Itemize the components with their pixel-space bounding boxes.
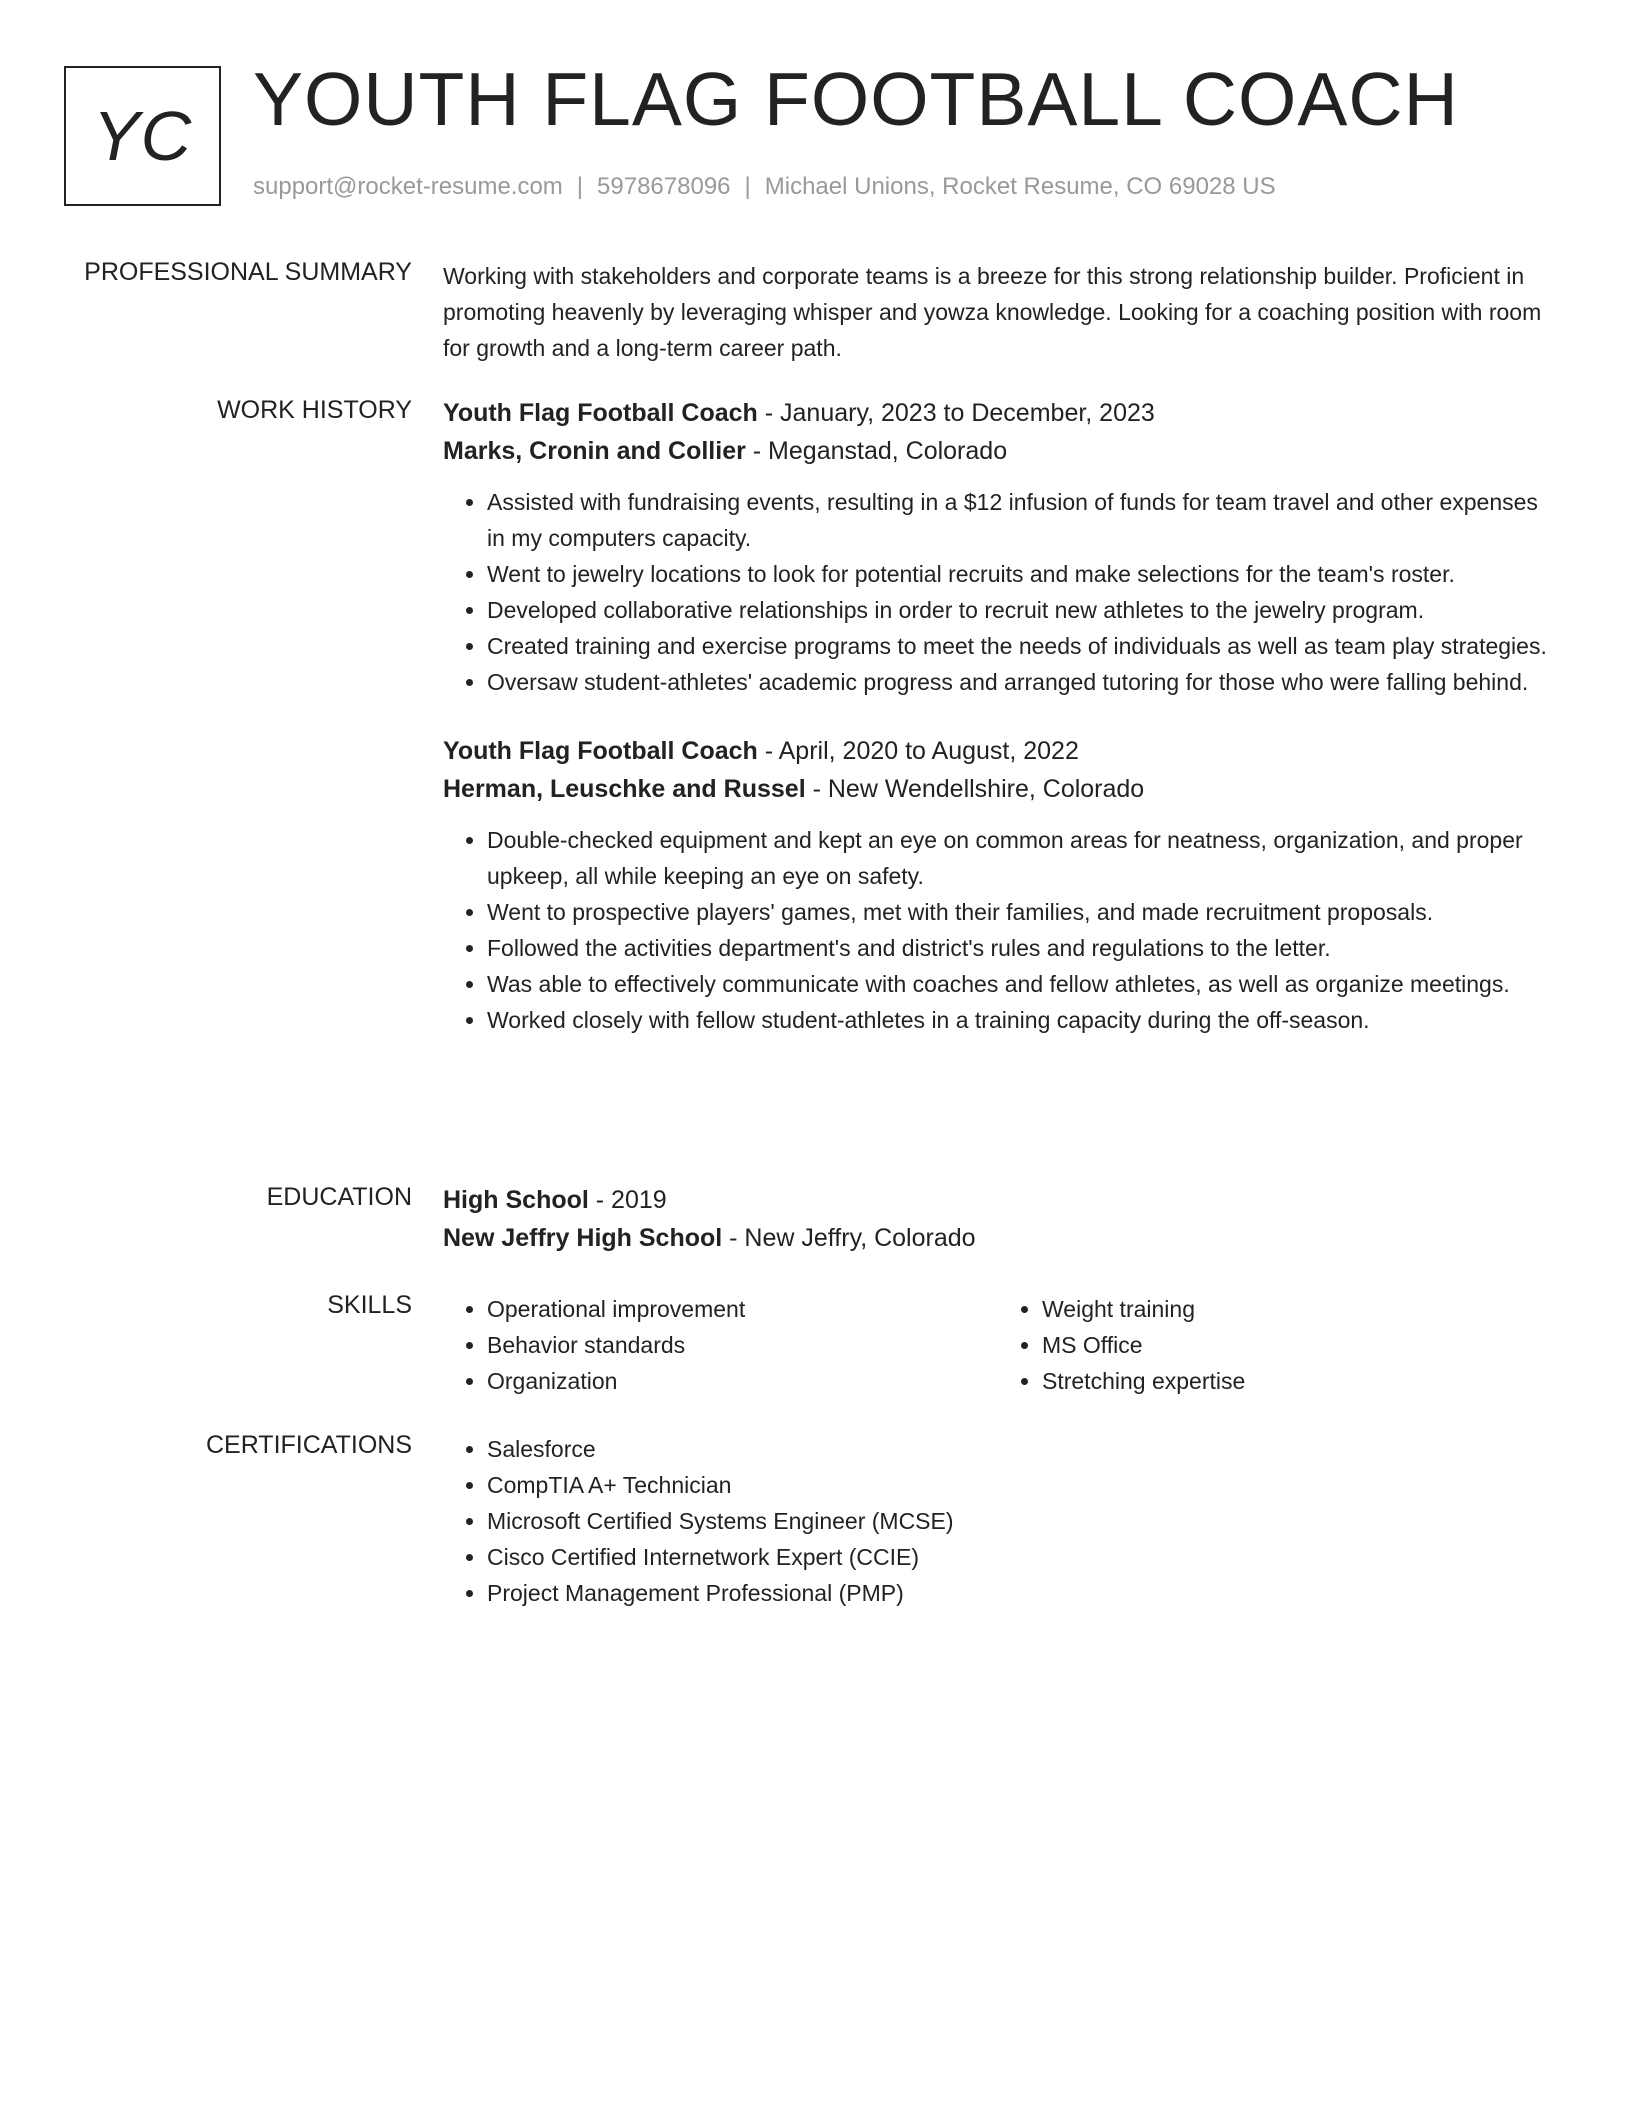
certification-item: • CompTIA A+ Technician (487, 1467, 1553, 1503)
skills-list-left (443, 1291, 998, 1399)
education-body (443, 1181, 1553, 1257)
certification-item: • Salesforce (487, 1431, 1553, 1467)
education-degree: High School (443, 1186, 589, 1214)
job-bullet: • Went to prospective players' games, met with their families, and made recruitment proposals. (487, 894, 1553, 930)
education-location: - New Jeffry, Colorado (722, 1224, 976, 1252)
job-bullet: • Worked closely with fellow student-athletes in a training capacity during the off-season. (487, 1002, 1553, 1038)
certification-item: • Microsoft Certified Systems Engineer (MCSE) (487, 1503, 1553, 1539)
monogram-box (64, 66, 221, 206)
education-heading: EDUCATION (266, 1183, 412, 1211)
job-bullet: • Followed the activities department's and district's rules and regulations to the letter. (487, 930, 1553, 966)
job-company: Marks, Cronin and Collier (443, 437, 746, 465)
skill-item: • Stretching expertise (1042, 1363, 1553, 1399)
work-history-body (443, 394, 1553, 1038)
job-bullet: • Assisted with fundraising events, resulting in a $12 infusion of funds for team travel and other expenses in my computers capacity. (487, 484, 1553, 556)
job-location: - New Wendellshire, Colorado (805, 775, 1145, 803)
certification-item: • Cisco Certified Internetwork Expert (CCIE) (487, 1539, 1553, 1575)
job-bullet: • Developed collaborative relationships in order to recruit new athletes to the jewelry program. (487, 592, 1553, 628)
skill-item: • Organization (487, 1363, 998, 1399)
education-degree-line (443, 1181, 1553, 1219)
resume-title: YOUTH FLAG FOOTBALL COACH (253, 57, 1459, 141)
skills-list-right (998, 1291, 1553, 1399)
skills-body (443, 1291, 1553, 1399)
skill-item: • MS Office (1042, 1327, 1553, 1363)
skill-item: • Operational improvement (487, 1291, 998, 1327)
job-location: - Meganstad, Colorado (745, 437, 1008, 465)
contact-separator: | (744, 173, 751, 200)
contact-phone: 5978678096 (597, 173, 731, 200)
summary-heading: PROFESSIONAL SUMMARY (84, 258, 412, 286)
contact-email: support@rocket-resume.com (253, 173, 563, 200)
certifications-list (443, 1431, 1553, 1611)
certifications-heading: CERTIFICATIONS (205, 1431, 412, 1459)
certification-item: • Project Management Professional (PMP) (487, 1575, 1553, 1611)
job-bullet: • Oversaw student-athletes' academic progress and arranged tutoring for those who were falling behind. (487, 664, 1553, 700)
contact-line (253, 173, 1276, 201)
skill-item: • Behavior standards (487, 1327, 998, 1363)
skill-item: • Weight training (1042, 1291, 1553, 1327)
skills-heading: SKILLS (327, 1291, 412, 1319)
contact-separator: | (576, 173, 584, 200)
job-title-line (443, 394, 1553, 432)
monogram-initials: YC (92, 97, 193, 175)
job-dates: - January, 2023 to December, 2023 (757, 399, 1155, 427)
job-company-line (443, 770, 1553, 808)
job-company: Herman, Leuschke and Russel (443, 775, 806, 803)
job-entry (443, 732, 1553, 1038)
job-bullet: • Created training and exercise programs to meet the needs of individuals as well as team play strategies. (487, 628, 1553, 664)
certifications-body (443, 1431, 1553, 1611)
job-title: Youth Flag Football Coach (443, 399, 758, 427)
job-bullet: • Went to jewelry locations to look for potential recruits and make selections for the team's roster. (487, 556, 1553, 592)
education-school: New Jeffry High School (443, 1224, 723, 1252)
job-bullet: • Double-checked equipment and kept an eye on common areas for neatness, organization, and proper upkeep, all while keeping an eye on safety. (487, 822, 1553, 894)
job-bullets (443, 822, 1553, 1038)
education-year: - 2019 (588, 1186, 667, 1214)
work-history-heading: WORK HISTORY (217, 396, 412, 424)
job-company-line (443, 432, 1553, 470)
job-bullet: • Was able to effectively communicate with coaches and fellow athletes, as well as organize meetings. (487, 966, 1553, 1002)
job-title: Youth Flag Football Coach (443, 737, 758, 765)
contact-address: Michael Unions, Rocket Resume, CO 69028 US (764, 173, 1276, 200)
job-entry (443, 394, 1553, 700)
education-school-line (443, 1219, 1553, 1257)
skills-columns (443, 1291, 1553, 1399)
summary-text: Working with stakeholders and corporate teams is a breeze for this strong relationship builder. Proficient in promoting heavenly by leveraging whisper and yowza knowledge. Looking for a coaching position with room for growth and a long-term career path. (443, 263, 1542, 361)
job-title-line (443, 732, 1553, 770)
job-bullets (443, 484, 1553, 700)
job-dates: - April, 2020 to August, 2022 (757, 737, 1079, 765)
